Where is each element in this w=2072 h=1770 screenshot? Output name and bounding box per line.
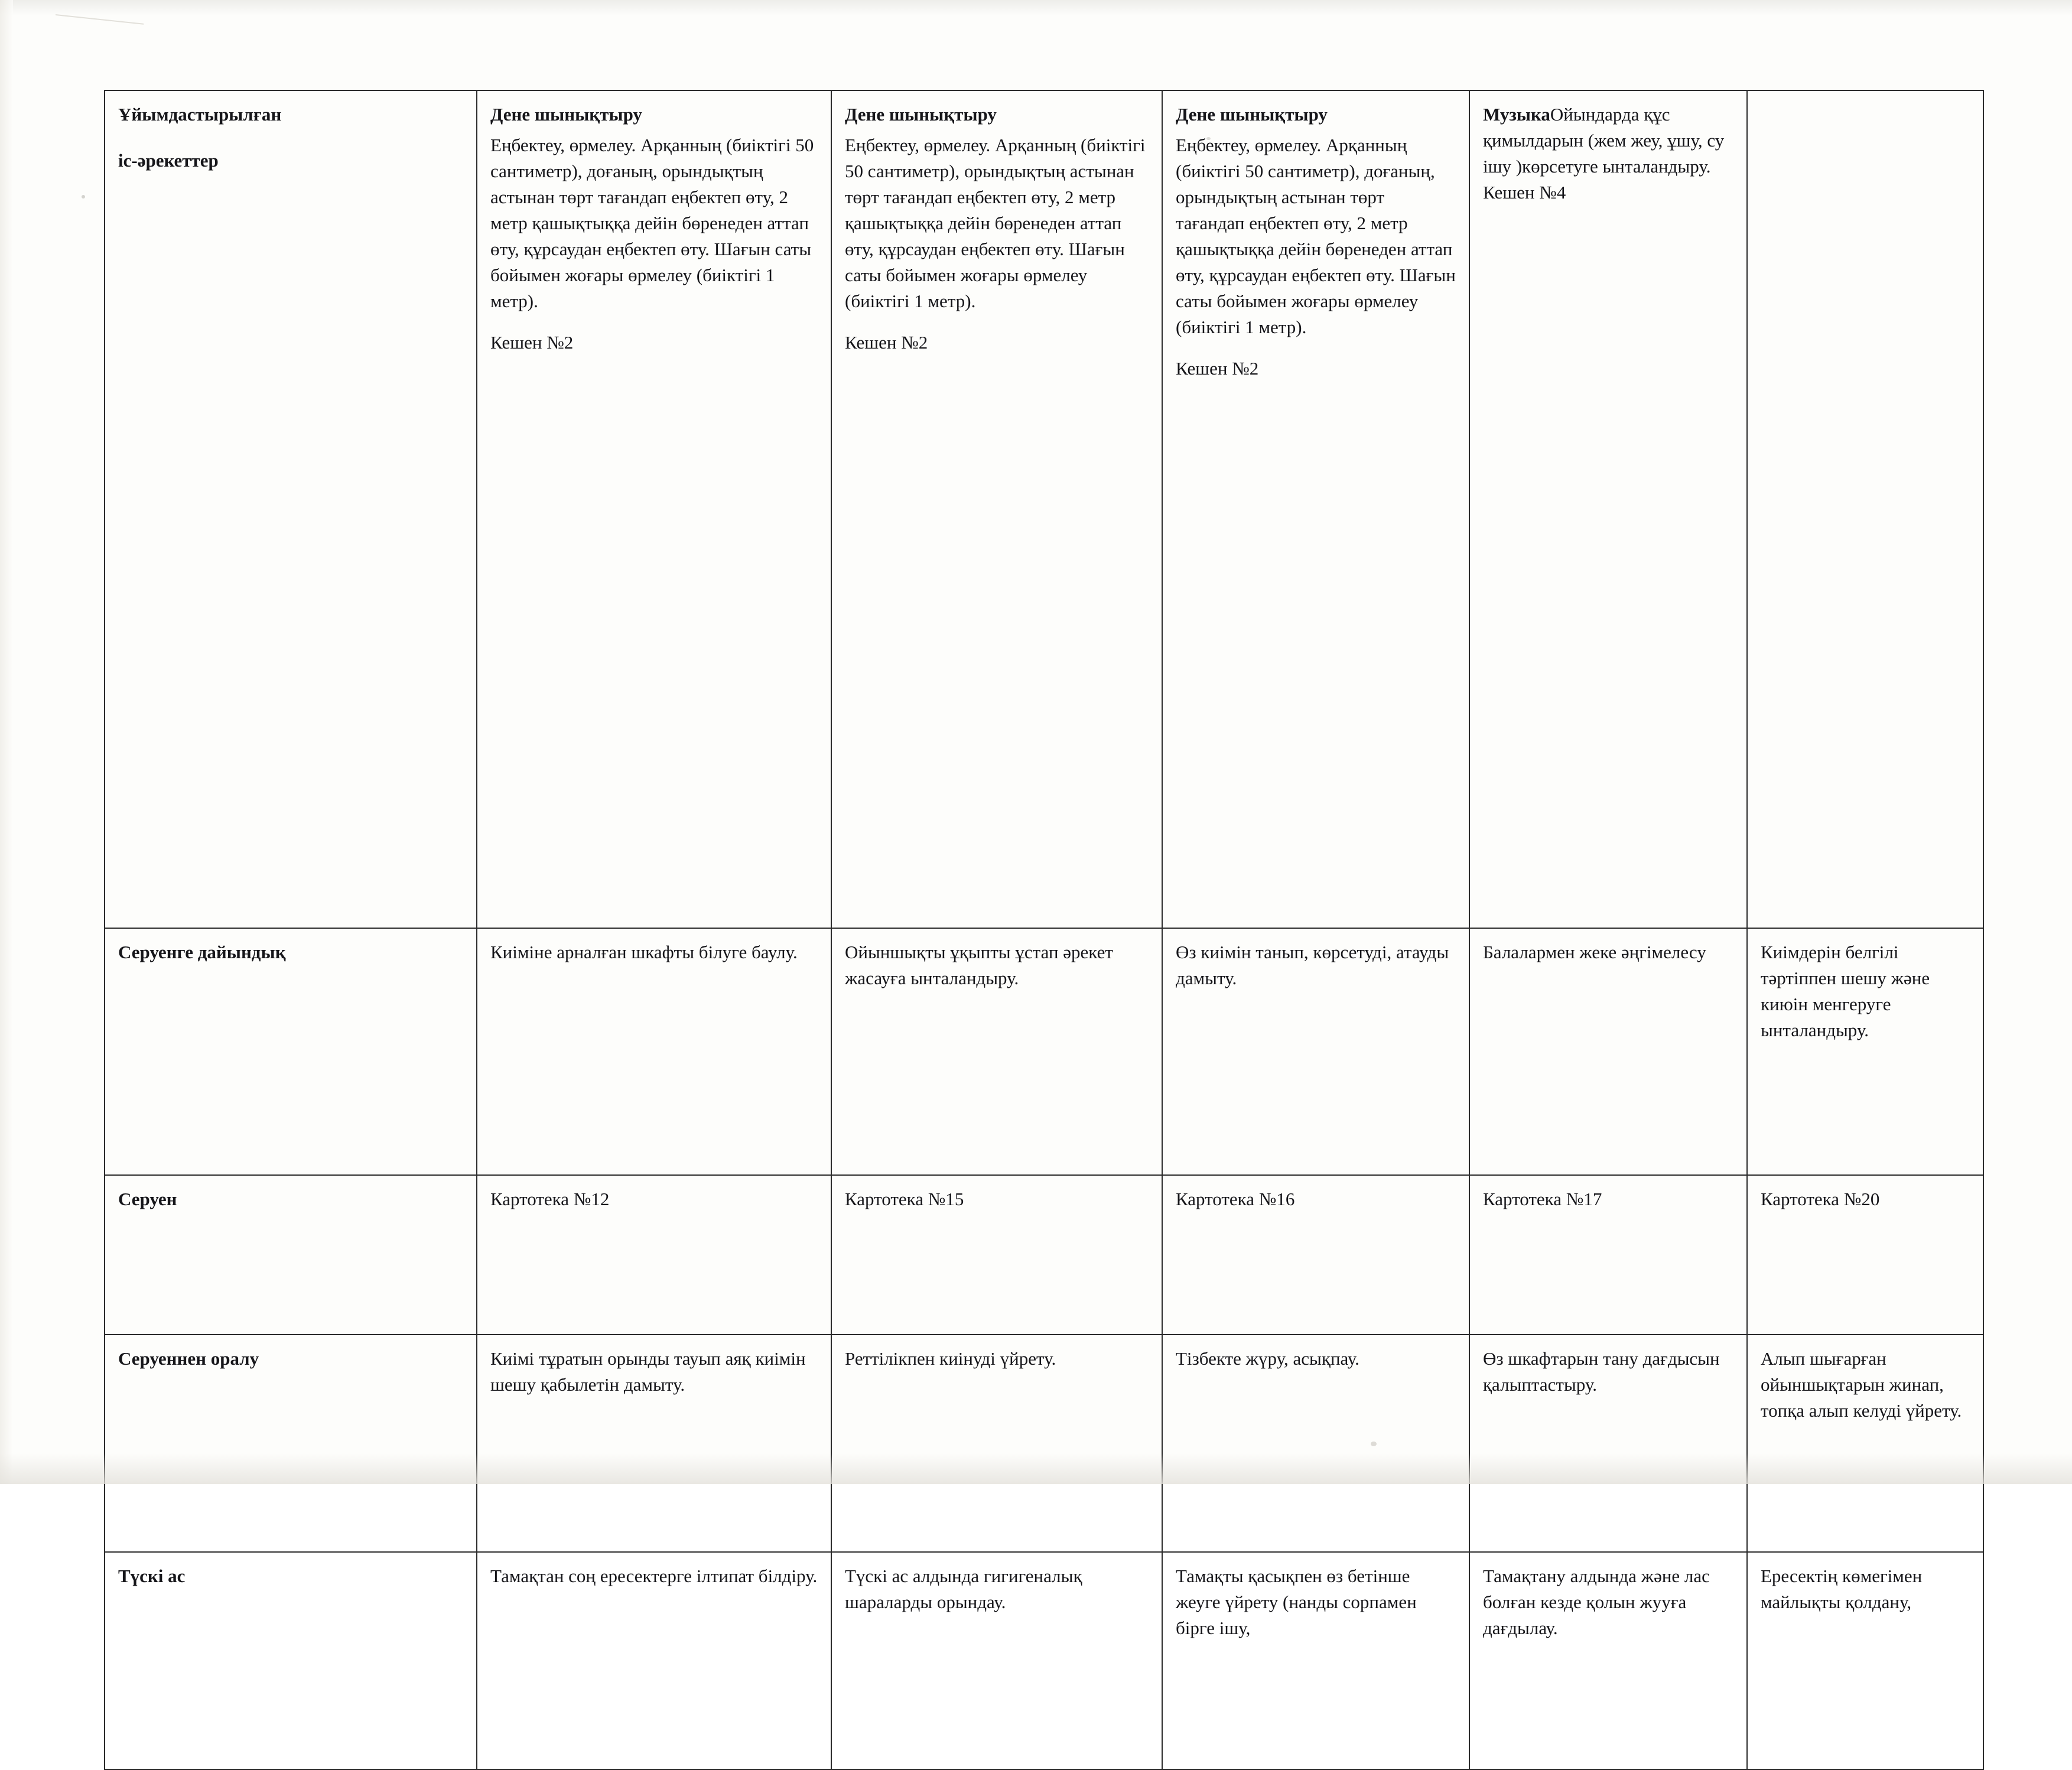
row-label-return-from-walk	[105, 1335, 477, 1552]
row-label-line2: іс-әрекеттер	[118, 150, 219, 171]
table-cell	[1162, 928, 1469, 1175]
table-cell	[1469, 90, 1747, 928]
cell-body: Түскі ас алдында гигигеналық шараларды орындау.	[845, 1566, 1082, 1613]
cell-body: Еңбектеу, өрмелеу. Арқанның (биіктігі 50 сантиметр), доғаның, орындықтың астынан төрт тағандап еңбектеп өту, 2 метр қашықтыққа дейін бөренеден аттап өту, құрсаудан еңбектеп өту. Шағын саты бойымен жоғары өрмелеу (биіктігі 1 метр).	[1176, 135, 1456, 338]
table-cell	[831, 1335, 1162, 1552]
table-cell	[1469, 1335, 1747, 1552]
table-cell	[831, 1175, 1162, 1335]
table-cell	[831, 90, 1162, 928]
cell-body: Еңбектеу, өрмелеу. Арқанның (биіктігі 50 сантиметр), доғаның, орындықтың астынан төрт тағандап еңбектеп өту, 2 метр қашықтыққа дейін бөренеден аттап өту, құрсаудан еңбектеп өту. Шағын саты бойымен жоғары өрмелеу (биіктігі 1 метр).	[490, 135, 814, 312]
table-row	[105, 1552, 1983, 1769]
cell-body: Еңбектеу, өрмелеу. Арқанның (биіктігі 50 сантиметр), орындықтың астынан төрт тағандап еңбектеп өту, 2 метр қашықтыққа дейін бөренеден аттап өту, құрсаудан еңбектеп өту. Шағын саты бойымен жоғары өрмелеу (биіктігі 1 метр).	[845, 135, 1146, 312]
row-label-lunch	[105, 1552, 477, 1769]
row-label-line1: Серуен	[118, 1189, 177, 1209]
table-cell	[1747, 928, 1983, 1175]
table-cell	[1747, 1175, 1983, 1335]
row-label-walk	[105, 1175, 477, 1335]
cell-body: Картотека №17	[1483, 1189, 1602, 1209]
cell-body: Киімдерін белгілі тәртіппен шешу және киюін менгеруге ынталандыру.	[1761, 942, 1930, 1041]
table-cell	[1162, 1552, 1469, 1769]
table-cell	[1469, 1552, 1747, 1769]
table-cell	[477, 928, 831, 1175]
row-label-line1: Ұйымдастырылған	[118, 104, 282, 125]
cell-body: Киімі тұратын орынды тауып аяқ киімін шешу қабылетін дамыту.	[490, 1348, 806, 1395]
table-cell	[1469, 1175, 1747, 1335]
row-label-line1: Серуеннен оралу	[118, 1348, 259, 1369]
scan-top-shadow	[0, 0, 2072, 15]
schedule-table	[104, 90, 1984, 1770]
row-label-organized-activities	[105, 90, 477, 928]
scan-left-shadow	[0, 0, 13, 1484]
table-row	[105, 90, 1983, 928]
cell-body: Тамақтан соң ересектерге ілтипат білдіру.	[490, 1566, 818, 1586]
cell-body: Тізбекте жүру, асықпау.	[1176, 1348, 1359, 1369]
cell-body: Реттілікпен киінуді үйрету.	[845, 1348, 1056, 1369]
table-cell-empty	[1747, 90, 1983, 928]
table-cell	[1162, 1335, 1469, 1552]
cell-body: Ойыншықты ұқыпты ұстап әрекет жасауға ынталандыру.	[845, 942, 1113, 989]
cell-body: Картотека №16	[1176, 1189, 1295, 1209]
table-cell	[831, 1552, 1162, 1769]
table-row	[105, 928, 1983, 1175]
cell-lead: Дене шынықтыру	[490, 104, 642, 125]
cell-body: Алып шығарған ойыншықтарын жинап, топқа алып келуді үйрету.	[1761, 1348, 1962, 1421]
cell-tail: Кешен №2	[490, 332, 574, 353]
cell-body: Ересектің көмегімен майлықты қолдану,	[1761, 1566, 1923, 1613]
table-row	[105, 1335, 1983, 1552]
paper-corner-fold	[56, 0, 147, 25]
table-cell	[477, 1335, 831, 1552]
row-label-walk-preparation	[105, 928, 477, 1175]
cell-body: Картотека №20	[1761, 1189, 1880, 1209]
row-label-line1: Түскі ас	[118, 1566, 186, 1586]
cell-body: Өз шкафтарын тану дағдысын қалыптастыру.	[1483, 1348, 1720, 1395]
table-cell	[1162, 1175, 1469, 1335]
cell-lead: Дене шынықтыру	[1176, 104, 1328, 125]
cell-tail: Кешен №2	[1176, 358, 1259, 379]
table-cell	[1747, 1335, 1983, 1552]
cell-body: Балалармен жеке әңгімелесу	[1483, 942, 1706, 962]
cell-lead: Дене шынықтыру	[845, 104, 997, 125]
row-label-line1: Серуенге дайындық	[118, 942, 286, 962]
cell-body: Киіміне арналған шкафты білуге баулу.	[490, 942, 798, 962]
table-cell	[1747, 1552, 1983, 1769]
cell-body: Тамақтану алдында және лас болған кезде қолын жууға дағдылау.	[1483, 1566, 1710, 1639]
schedule-table-wrapper	[104, 90, 1983, 1770]
cell-body: Өз киімін танып, көрсетуді, атауды дамыту.	[1176, 942, 1449, 989]
table-cell	[1162, 90, 1469, 928]
scan-bottom-shadow	[0, 1453, 2072, 1484]
table-cell	[477, 90, 831, 928]
cell-body: Картотека №12	[490, 1189, 610, 1209]
cell-body: Тамақты қасықпен өз бетінше жеуге үйрету (нанды сорпамен бірге ішу,	[1176, 1566, 1417, 1639]
cell-body: Картотека №15	[845, 1189, 964, 1209]
cell-lead: Музыка	[1483, 104, 1550, 125]
paper-speck	[82, 195, 85, 199]
cell-body: Ойындарда құс қимылдарын (жем жеу, ұшу, су ішу )көрсетуге ынталандыру. Кешен №4	[1483, 104, 1725, 203]
table-cell	[1469, 928, 1747, 1175]
table-cell	[477, 1175, 831, 1335]
table-cell	[477, 1552, 831, 1769]
table-cell	[831, 928, 1162, 1175]
table-row	[105, 1175, 1983, 1335]
cell-tail: Кешен №2	[845, 332, 928, 353]
